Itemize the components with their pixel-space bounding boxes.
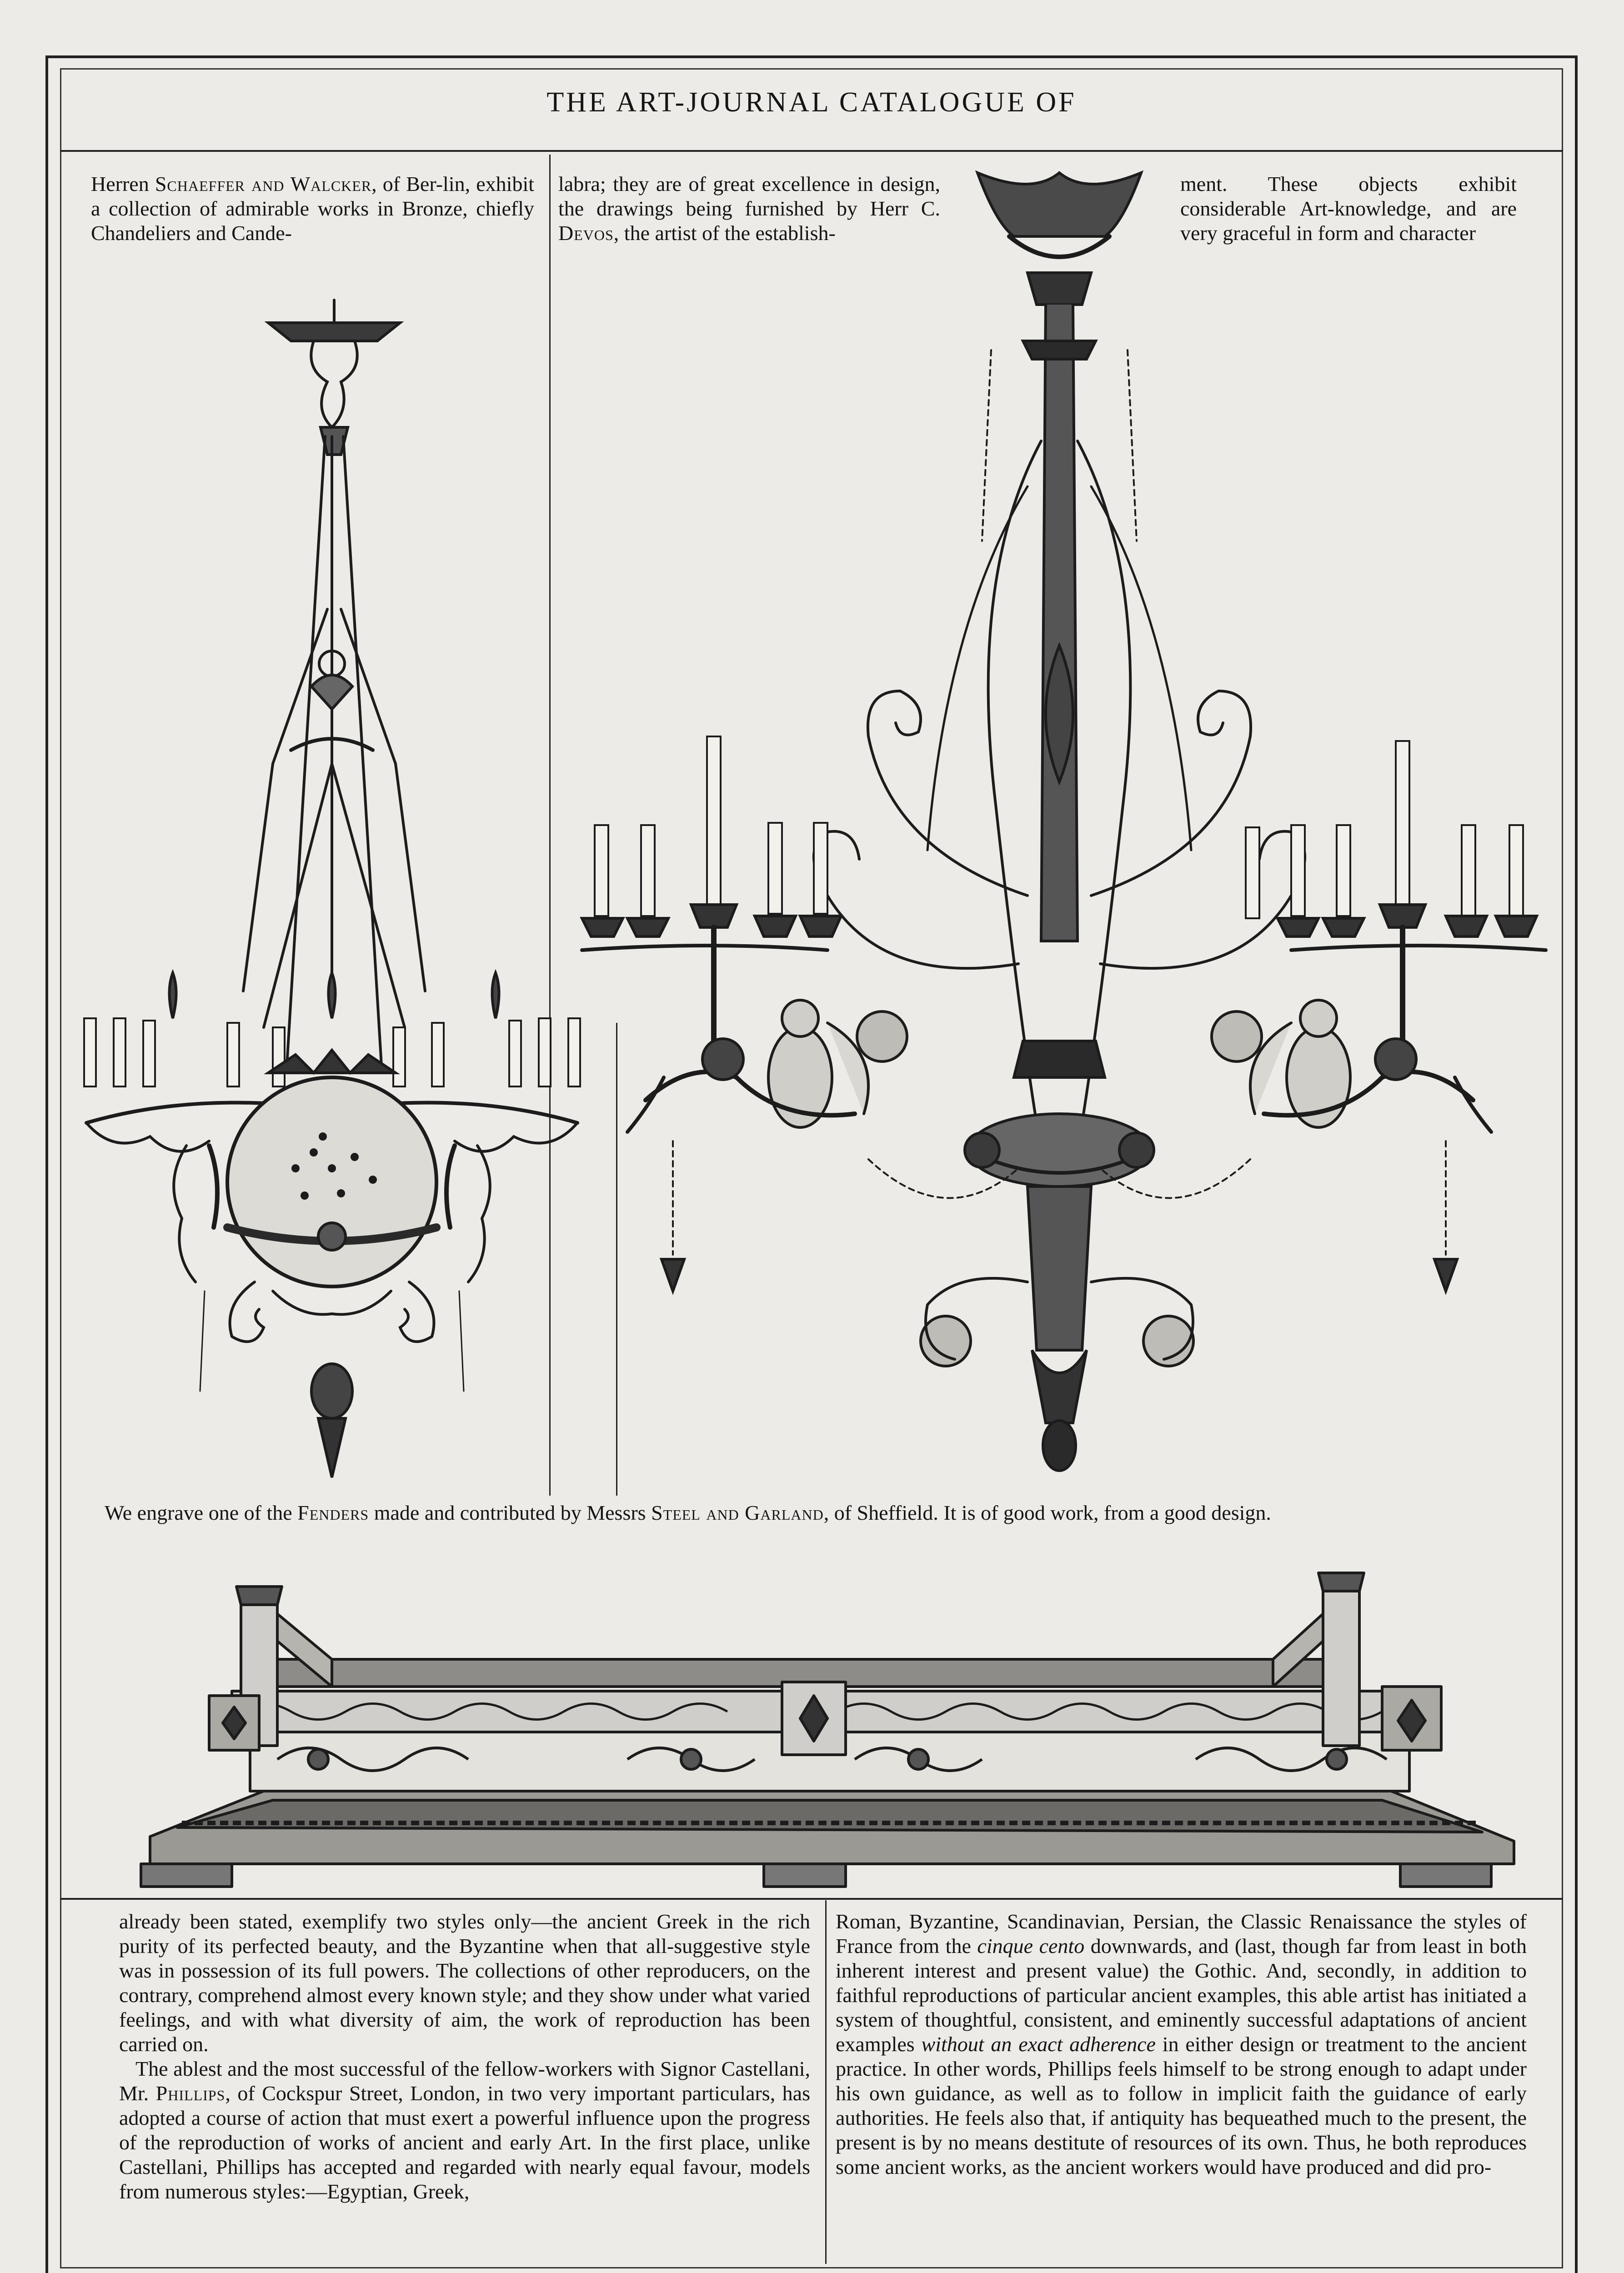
header-rule [60,150,1563,152]
bottom-text-right: Roman, Byzantine, Scandinavian, Persian, the Classic Renaissance the styles of France from the cinque cento downwards, and (last, though far from least in both inherent interest and present value) the Gothic. And, secondly, in addition to faithful reproductions of particular ancient examples, this able artist has initiated a system of thoughtful, consistent, and eminently successful adaptations of ancient examples without an exact adherence in either design or treatment to the ancient practice. In other words, Phillips feels himself to be strong enough to adapt under his own guidance, as well as to follow in implicit faith the guidance of early authorities. He feels also that, if antiquity has bequeathed much to the present, the present is by no means destitute of resources of its own. Thus, he both reproduces some ancient works, as the ancient workers would have produced and did pro- [836,1910,1527,2178]
top-text-col-3: ment. These objects exhibit considerable Art-knowledge, and are very graceful in form and character [1180,172,1517,245]
globe-chandelier-engraving [59,291,614,1509]
bottom-text-left: already been stated, exemplify two styles only—the ancient Greek in the rich purity of its perfected beauty, and the Byzantine when that all-suggestive style was in possession of its full powers. The collections of other reproducers, on the contrary, comprehend almost every known style; and they show under what varied feelings, and with what diversity of aim, the work of reproduction has been carried on. The ablest and the most successful of the fellow-workers with Signor Castellani, Mr. Phillips, of Cockspur Street, London, in two very important particulars, has adopted a course of action that must exert a powerful influence upon the progress of the reproduction of works of ancient and early Art. In the first place, unlike Castellani, Phillips has accepted and regarded with nearly equal favour, models from numerous styles:—Egyptian, Greek, [119,1910,810,2203]
bottom-column-divider [825,1900,827,2264]
top-text-col-2: labra; they are of great excellence in design, the drawings being furnished by Herr C. Devos, the artist of the establish- [558,172,940,245]
page-header: THE ART-JOURNAL CATALOGUE OF [546,87,1077,118]
fender-engraving [127,1546,1519,1891]
fender-caption: We engrave one of the Fenders made and contributed by Messrs Steel and Garland, of Sheffield. It is of good work, from a good design. [105,1501,1271,1524]
section-rule [60,1898,1563,1900]
bronze-chandelier-engraving [573,168,1555,1509]
top-text-col-1: Herren Schaeffer and Walcker, of Ber-lin, exhibit a collection of admirable works in Bronze, chiefly Chandeliers and Cande- [91,172,534,245]
